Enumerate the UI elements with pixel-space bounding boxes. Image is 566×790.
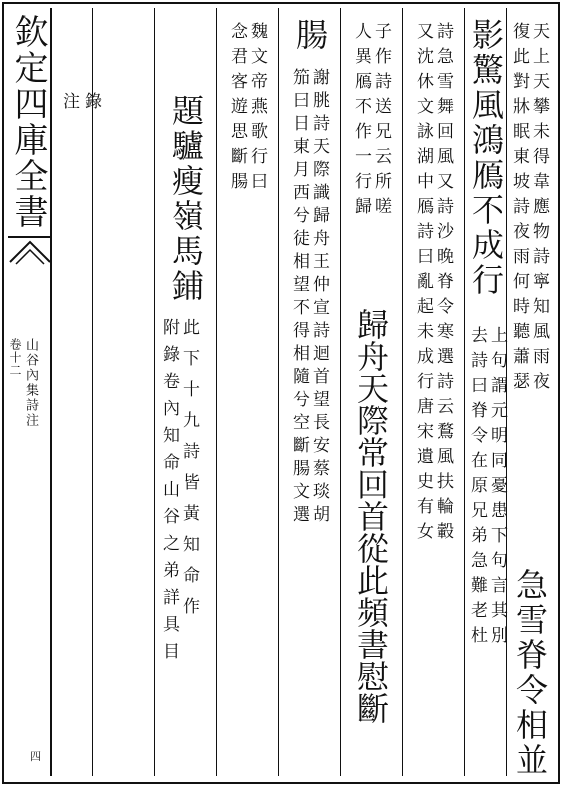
annotation-pair: [352, 22, 390, 222]
fishtail-mark-icon: [8, 236, 52, 266]
annotation-pair: [228, 22, 266, 197]
main-text: 腸: [291, 18, 329, 53]
column-rule: [464, 8, 465, 776]
annotation-pair: [60, 92, 100, 117]
annotation-right: 謝朓詩天際識歸舟王仲宣詩迴首望長安蔡琰胡: [309, 68, 329, 528]
column-rule: [154, 8, 155, 776]
main-text: 急雪脊令相並: [511, 568, 549, 778]
text-column-2: [466, 8, 506, 776]
column-rule: [278, 8, 279, 776]
annotation-right: 子作詩送兄云所嗟: [371, 22, 391, 222]
annotation-right: 錄: [81, 92, 101, 117]
column-rule: [92, 8, 93, 776]
annotation-left: 去詩曰脊令在原兄弟急難老杜: [467, 326, 487, 651]
column-rule: [402, 8, 403, 776]
annotation-right: 上句謂元明同憂患下句言其別: [487, 326, 507, 651]
annotation-pair: [290, 68, 328, 528]
annotation-left: 注: [59, 92, 79, 117]
text-column-5: [280, 8, 340, 776]
poem-title: 題驢瘦嶺馬鋪: [167, 94, 205, 304]
annotation-right: 魏文帝燕歌行曰: [247, 22, 267, 197]
annotation-left: 復此對牀眠東坡詩夜雨何時聽蕭瑟: [509, 22, 529, 397]
annotation-right: 天上天攀未得韋應物詩寧知風雨夜: [529, 22, 549, 397]
margin-rule: [50, 8, 52, 776]
page-margin: [8, 8, 52, 776]
text-column-4: [342, 8, 402, 776]
main-text: 歸舟天際常回首從此頻書慰斷: [352, 308, 390, 724]
book-title: 山谷內集詩注: [23, 338, 38, 428]
text-column-6: [218, 8, 278, 776]
text-column-8: [54, 8, 101, 776]
annotation-left: 附錄卷內知命山谷之弟詳具目: [159, 318, 179, 669]
juan-label: 卷十二: [8, 338, 22, 377]
annotation-pair: [414, 22, 452, 547]
annotation-right: 詩急雪舞回風又詩沙晚脊令寒選詩云鶩風扶輪轂: [433, 22, 453, 547]
annotation-pair: [510, 22, 548, 397]
text-column-3: [404, 8, 464, 776]
text-column-7: [156, 8, 216, 776]
annotation-left: 又沈休文詠湖中鴈詩曰亂起未成行唐宋遺史有女: [413, 22, 433, 547]
annotation-left: 念君客遊思斷腸: [227, 22, 247, 197]
page-number: 四: [30, 750, 41, 763]
text-columns: [54, 8, 552, 776]
library-title: 欽定四庫全書: [8, 8, 52, 236]
annotation-right: 此下十九詩皆黃知命作: [179, 318, 199, 628]
annotation-pair: [468, 326, 506, 651]
main-text: 影驚風鴻鴈不成行: [467, 18, 505, 298]
annotation-pair: [160, 318, 198, 669]
annotation-left: 人異鴈不作一行歸: [351, 22, 371, 222]
annotation-left: 笳曰日東月西兮徒相望不得相隨兮空斷腸文選: [289, 68, 309, 528]
column-rule: [216, 8, 217, 776]
column-rule: [340, 8, 341, 776]
text-column-1: [508, 8, 552, 776]
